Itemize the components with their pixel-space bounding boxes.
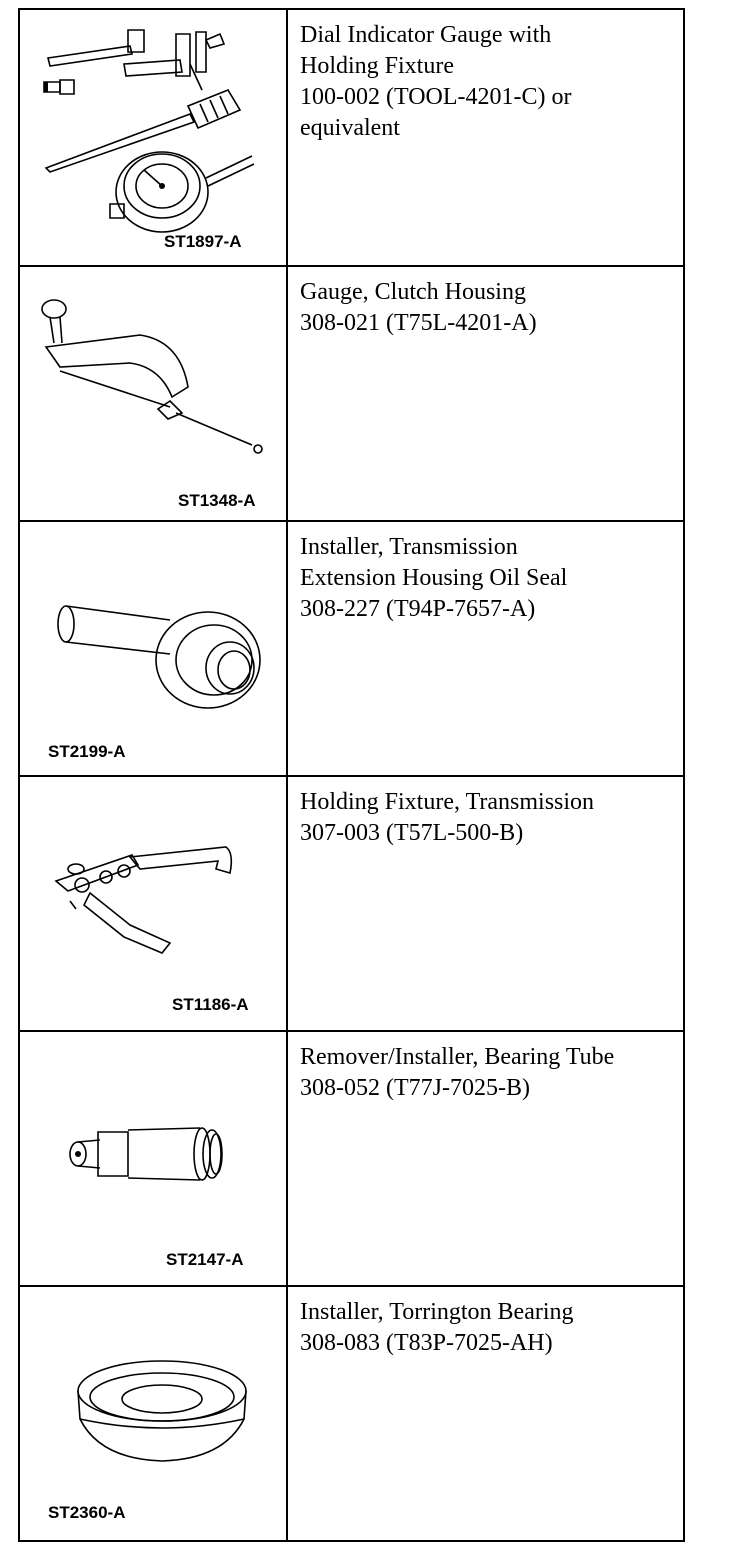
- description-line: 100-002 (TOOL-4201-C) or: [300, 84, 572, 110]
- description-line: Gauge, Clutch Housing: [300, 279, 526, 305]
- description-line: Holding Fixture: [300, 53, 454, 79]
- tool-illustration-cell: [20, 777, 288, 1030]
- tool-row: [20, 265, 683, 520]
- description-line: Extension Housing Oil Seal: [300, 565, 568, 591]
- tool-description: [288, 267, 683, 520]
- dial-indicator-gauge-icon: [20, 10, 286, 265]
- figure-code: ST1348-A: [178, 491, 256, 510]
- tool-description: [288, 1032, 683, 1285]
- figure-code: ST2199-A: [48, 742, 126, 761]
- tool-illustration-cell: [20, 522, 288, 775]
- figure-code: ST2147-A: [166, 1250, 244, 1269]
- figure-code: ST2360-A: [48, 1503, 126, 1522]
- tool-description: [288, 1287, 683, 1542]
- oil-seal-installer-icon: [20, 522, 286, 777]
- tool-illustration-cell: [20, 267, 288, 520]
- description-line: Remover/Installer, Bearing Tube: [300, 1044, 615, 1070]
- tool-row: [20, 1030, 683, 1285]
- description-line: 308-083 (T83P-7025-AH): [300, 1330, 553, 1356]
- clutch-housing-gauge-icon: [20, 267, 286, 522]
- figure-code: ST1897-A: [164, 232, 242, 251]
- bearing-tube-tool-icon: [20, 1032, 286, 1287]
- description-line: Installer, Transmission: [300, 534, 518, 560]
- holding-fixture-icon: [20, 777, 286, 1032]
- figure-code: ST1186-A: [172, 995, 249, 1014]
- tool-illustration-cell: [20, 10, 288, 265]
- description-line: 307-003 (T57L-500-B): [300, 820, 524, 846]
- tool-illustration-cell: [20, 1287, 288, 1542]
- description-line: equivalent: [300, 115, 400, 141]
- description-line: 308-021 (T75L-4201-A): [300, 310, 537, 336]
- description-line: Dial Indicator Gauge with: [300, 22, 552, 48]
- description-line: 308-227 (T94P-7657-A): [300, 596, 536, 622]
- special-tools-table: [18, 8, 685, 1542]
- tool-illustration-cell: [20, 1032, 288, 1285]
- description-line: 308-052 (T77J-7025-B): [300, 1075, 530, 1101]
- tool-row: [20, 10, 683, 265]
- tool-description: [288, 522, 683, 775]
- tool-row: [20, 520, 683, 775]
- description-line: Installer, Torrington Bearing: [300, 1299, 574, 1325]
- tool-row: [20, 1285, 683, 1542]
- tool-description: [288, 10, 683, 265]
- description-line: Holding Fixture, Transmission: [300, 789, 595, 815]
- tool-row: [20, 775, 683, 1030]
- tool-description: [288, 777, 683, 1030]
